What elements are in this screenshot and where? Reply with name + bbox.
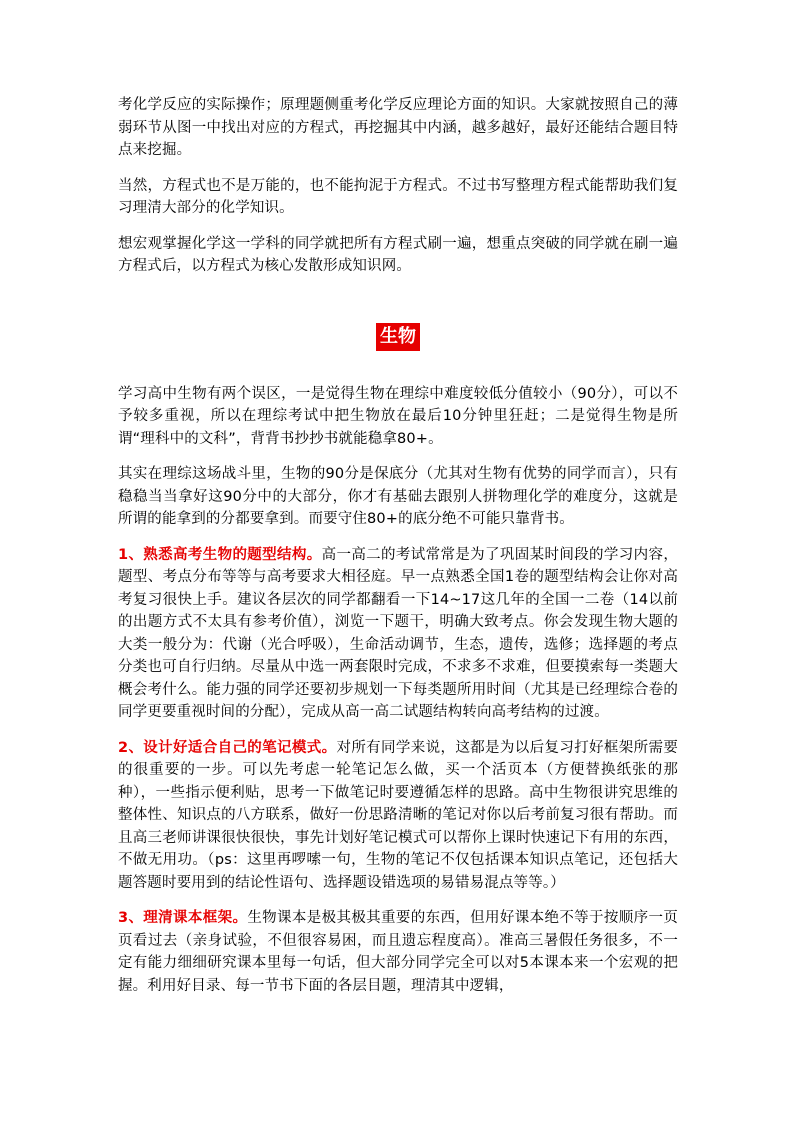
tip-1-title: 1、熟悉高考生物的题型结构。 [118, 546, 322, 563]
biology-section-heading: 生物 [376, 323, 420, 351]
chemistry-paragraph-1: 考化学反应的实际操作；原理题侧重考化学反应理论方面的知识。大家就按照自己的薄弱环节从图一中找出对应的方程式，再挖掘其中内涵，越多越好，最好还能结合题目特点来挖掘。 [118, 97, 678, 158]
chemistry-paragraph-2: 当然，方程式也不是万能的，也不能拘泥于方程式。不过书写整理方程式能帮助我们复习理清大部分的化学知识。 [118, 177, 678, 216]
tip-3-title: 3、理清课本框架。 [118, 910, 248, 926]
biology-tip-1 [118, 544, 678, 724]
tip-3-body: 生物课本是极其极其重要的东西，但用好课本绝不等于按顺序一页页看过去（亲身试验，不但很容易困，而且遗忘程度高）。准高三暑假任务很多，不一定有能力细细研究课本里每一句话，但大部分同学完全可以对5本课本来一个宏观的把握。利用好目录、每一节书下面的各层目题，理清其中逻辑， [118, 910, 678, 994]
document-body [118, 94, 678, 1010]
biology-tip-3 [118, 907, 678, 997]
chemistry-paragraph-3: 想宏观掌握化学这一学科的同学就把所有方程式刷一遍，想重点突破的同学就在刷一遍方程式后，以方程式为核心发散形成知识网。 [118, 235, 678, 274]
biology-paragraph-1: 学习高中生物有两个误区，一是觉得生物在理综中难度较低分值较小（90分），可以不予较多重视，所以在理综考试中把生物放在最后10分钟里狂赶；二是觉得生物是所谓“理科中的文科”，背背书抄抄书就能稳拿80+。 [118, 385, 678, 447]
tip-2-body: 对所有同学来说，这都是为以后复习打好框架所需要的很重要的一步。可以先考虑一轮笔记怎么做，买一个活页本（方便替换纸张的那种），一些指示便利贴，思考一下做笔记时要遵循怎样的思路。高中生物很讲究思维的整体性、知识点的八方联系，做好一份思路清晰的笔记对你以后考前复习很有帮助。而且高三老师讲课很快很快，事先计划好笔记模式可以帮你上课时快速记下有用的东西，不做无用功。（ps：这里再啰嗦一句，生物的笔记不仅包括课本知识点笔记，还包括大题答题时要用到的结论性语句、选择题设错选项的易错易混点等等。） [118, 739, 678, 891]
biology-paragraph-2: 其实在理综这场战斗里，生物的90分是保底分（尤其对生物有优势的同学而言），只有稳稳当当拿好这90分中的大部分，你才有基础去跟别人拼物理化学的难度分，这就是所谓的能拿到的分都要拿到。而要守住80+的底分绝不可能只靠背书。 [118, 466, 678, 527]
tip-2-title: 2、设计好适合自己的笔记模式。 [118, 739, 337, 756]
section-heading-wrapper [118, 323, 678, 353]
tip-1-body: 高一高二的考试常常是为了巩固某时间段的学习内容，题型、考点分布等等与高考要求大相径庭。早一点熟悉全国1卷的题型结构会让你对高考复习很快上手。建议各层次的同学都翻看一下14~17这几年的全国一二卷（14以前的出题方式不太具有参考价值），浏览一下题干，明确大致考点。你会发现生物大题的大类一般分为：代谢（光合呼吸），生命活动调节，生态，遗传，选修；选择题的考点分类也可自行归纳。尽量从中选一两套限时完成，不求多不求难，但要摸索每一类题大概会考什么。能力强的同学还要初步规划一下每类题所用时间（尤其是已经理综合卷的同学更要重视时间的分配），完成从高一高二试题结构转向高考结构的过渡。 [118, 546, 678, 720]
biology-tip-2 [118, 737, 678, 895]
